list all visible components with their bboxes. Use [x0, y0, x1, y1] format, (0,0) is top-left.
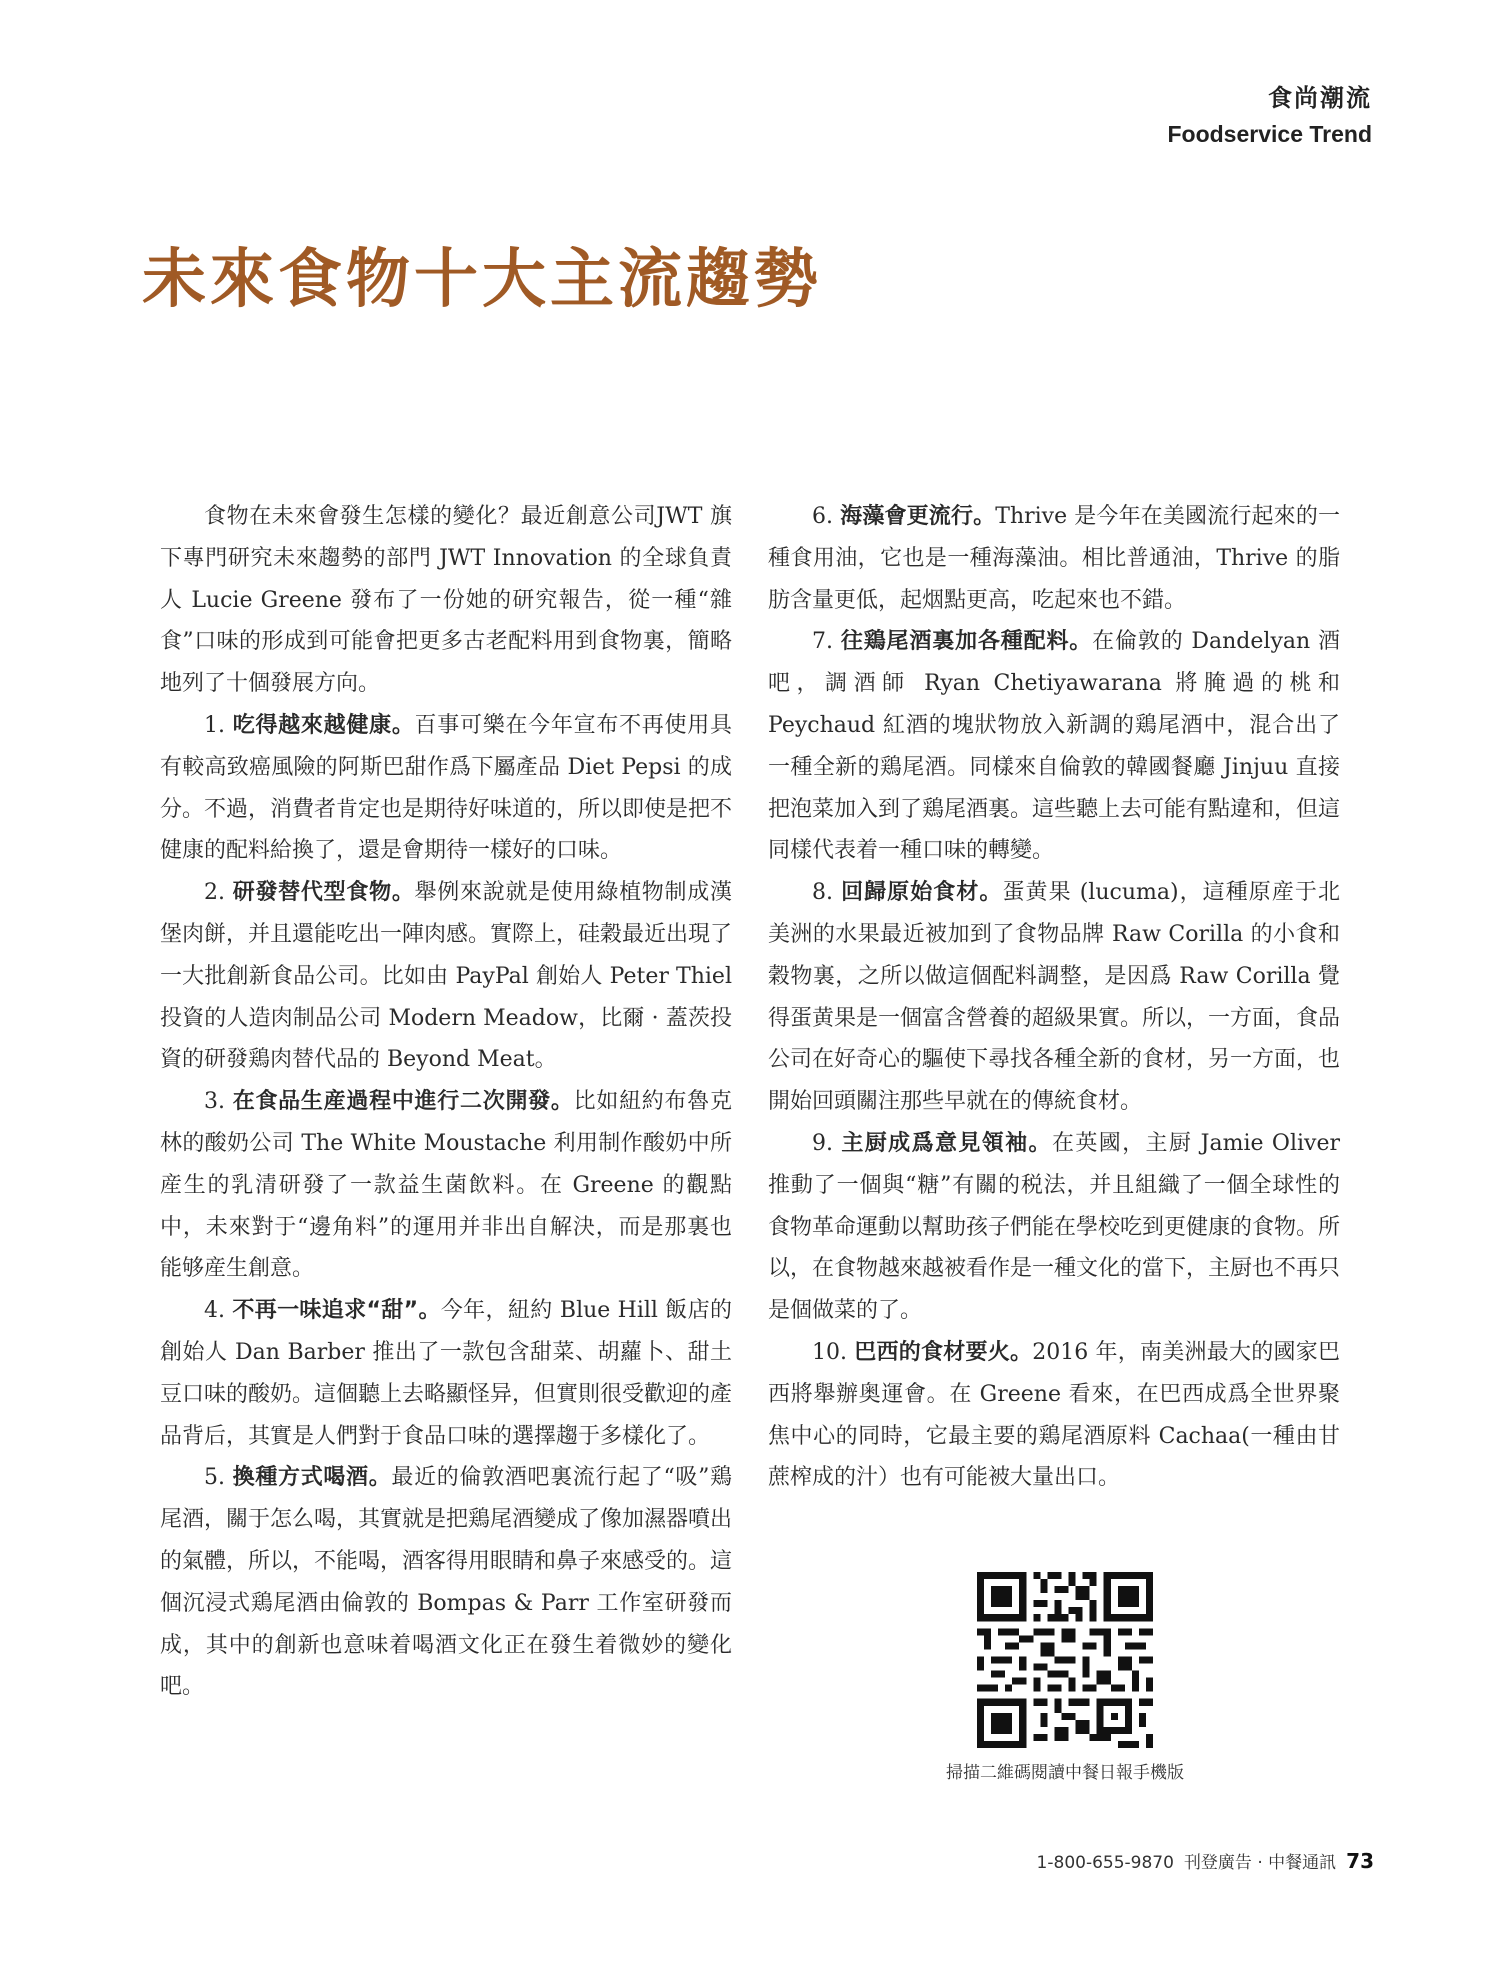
trend-paragraph-8: [768, 872, 1340, 1123]
trend-number: 3.: [204, 1089, 225, 1115]
section-header: [1167, 78, 1372, 148]
trend-heading: 主厨成爲意見領袖。: [841, 1130, 1052, 1156]
paragraph-text: 在英國，主厨 Jamie Oliver 推動了一個與“糖”有關的税法，并且組織了一個全球性的食物革命運動以幫助孩子們能在學校吃到更健康的食物。所以，在食物越來越被看作是一種文化的當下，主厨也不再只是個做菜的了。: [768, 1130, 1341, 1324]
trend-heading: 回歸原始食材。: [841, 880, 1003, 906]
trend-heading: 研發替代型食物。: [232, 880, 415, 906]
section-title-en: Foodservice Trend: [1167, 121, 1372, 147]
trend-paragraph-6: [768, 496, 1340, 621]
paragraph-text: 在倫敦的 Dandelyan 酒吧，調酒師 Ryan Chetiyawarana 將腌過的桃和 Peychaud 紅酒的塊狀物放入新調的鶏尾酒中，混合出了一種全新的鶏尾酒。同樣來自倫敦的韓國餐廳 Jinjuu 直接把泡菜加入到了鶏尾酒裏。這些聽上去可能有點違和，但這同樣代表着一種口味的轉變。: [768, 629, 1341, 864]
trend-number: 10.: [812, 1339, 847, 1365]
trend-number: 6.: [812, 504, 833, 529]
qr-code-icon[interactable]: [977, 1572, 1153, 1748]
trend-paragraph-3: [160, 1081, 732, 1290]
paragraph-text: 2016 年，南美洲最大的國家巴西將舉辦奥運會。在 Greene 看來，在巴西成爲全世界聚焦中心的同時，它最主要的鶏尾酒原料 Cachaa(一種由甘蔗榨成的汁）也有可能被大量出口。: [768, 1339, 1340, 1491]
paragraph-text: Thrive 是今年在美國流行起來的一種食用油，它也是一種海藻油。相比普通油，Thrive 的脂肪含量更低，起烟點更高，吃起來也不錯。: [768, 504, 1340, 613]
trend-number: 2.: [204, 880, 225, 906]
trend-paragraph-2: [160, 872, 732, 1081]
paragraph-text: 百事可樂在今年宣布不再使用具有較高致癌風險的阿斯巴甜作爲下屬產品 Diet Pepsi 的成分。不過，消費者肯定也是期待好味道的，所以即使是把不健康的配料給換了，還是會期待一樣好的口味。: [160, 712, 733, 864]
left-column: [160, 496, 732, 1708]
page-number: 73: [1346, 1849, 1374, 1873]
footer-label: 刊登廣告 · 中餐通訊: [1183, 1853, 1337, 1873]
paragraph-text: 今年，紐約 Blue Hill 飯店的創始人 Dan Barber 推出了一款包含甜菜、胡蘿卜、甜土豆口味的酸奶。這個聽上去略顯怪异，但實則很受歡迎的產品背后，其實是人們對于食品口味的選擇趨于多樣化了。: [160, 1298, 733, 1449]
paragraph-text: 食物在未來會發生怎樣的變化？最近創意公司JWT 旗下專門研究未來趨勢的部門 JWT Innovation 的全球負責人 Lucie Greene 發布了一份她的研究報告，從一種“雜食”口味的形成到可能會把更多古老配料用到食物裏，簡略地列了十個發展方向。: [160, 504, 732, 697]
trend-paragraph-1: [160, 705, 732, 872]
page-footer: [1037, 1848, 1374, 1873]
trend-paragraph-9: [768, 1123, 1340, 1332]
trend-paragraph-7: [768, 621, 1340, 872]
trend-number: 7.: [812, 629, 833, 655]
trend-paragraph-5: [160, 1457, 732, 1708]
trend-heading: 吃得越來越健康。: [232, 712, 415, 738]
trend-heading: 不再一味追求“甜”。: [232, 1298, 441, 1324]
paragraph-text: 舉例來說就是使用綠植物制成漢堡肉餅，并且還能吃出一陣肉感。實際上，硅穀最近出現了一大批創新食品公司。比如由 PayPal 創始人 Peter Thiel 投資的人造肉制品公司 Modern Meadow，比爾 · 蓋茨投資的研發鶏肉替代品的 Beyond Meat。: [160, 880, 733, 1073]
footer-phone: 1-800-655-9870: [1036, 1853, 1174, 1873]
trend-number: 4.: [204, 1298, 225, 1324]
right-column: [768, 496, 1340, 1499]
trend-heading: 在食品生産過程中進行二次開發。: [232, 1089, 574, 1115]
paragraph-text: 比如紐約布魯克林的酸奶公司 The White Moustache 利用制作酸奶中所産生的乳清研發了一款益生菌飲料。在 Greene 的觀點中，未來對于“邊角料”的運用并非出自解決，而是那裏也能够産生創意。: [160, 1089, 732, 1282]
trend-number: 8.: [812, 880, 833, 906]
trend-heading: 換種方式喝酒。: [232, 1465, 392, 1491]
intro-paragraph: [160, 496, 732, 705]
qr-caption: 掃描二維碼閱讀中餐日報手機版: [946, 1763, 1184, 1783]
section-title-zh: 食尚潮流: [1268, 84, 1372, 112]
trend-paragraph-10: [768, 1332, 1340, 1499]
trend-number: 5.: [204, 1465, 225, 1491]
trend-paragraph-4: [160, 1290, 732, 1457]
trend-heading: 往鶏尾酒裏加各種配料。: [840, 629, 1093, 655]
paragraph-text: 最近的倫敦酒吧裏流行起了“吸”鶏尾酒，關于怎么喝，其實就是把鶏尾酒變成了像加濕器噴出的氣體，所以，不能喝，酒客得用眼睛和鼻子來感受的。這個沉浸式鶏尾酒由倫敦的 Bompas & Parr 工作室研發而成，其中的創新也意味着喝酒文化正在發生着微妙的變化吧。: [160, 1465, 733, 1700]
trend-number: 1.: [204, 712, 225, 738]
trend-number: 9.: [812, 1130, 833, 1156]
trend-heading: 巴西的食材要火。: [854, 1339, 1033, 1365]
article-title: 未來食物十大主流趨勢: [142, 242, 822, 317]
trend-heading: 海藻會更流行。: [840, 504, 996, 529]
paragraph-text: 蛋黄果 (lucuma)，這種原産于北美洲的水果最近被加到了食物品牌 Raw Corilla 的小食和穀物裏，之所以做這個配料調整，是因爲 Raw Corilla 覺得蛋黄果是一個富含營養的超級果實。所以，一方面，食品公司在好奇心的驅使下尋找各種全新的食材，另一方面，也開始回頭關注那些早就在的傳統食材。: [768, 880, 1341, 1115]
